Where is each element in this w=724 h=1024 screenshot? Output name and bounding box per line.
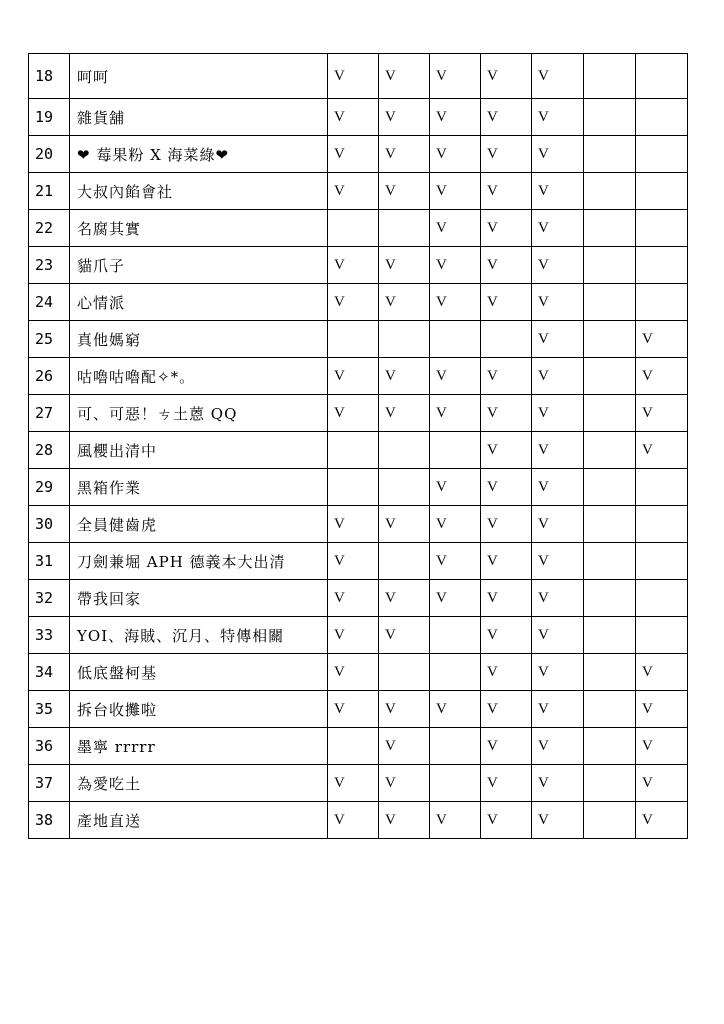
check-mark-cell [584,654,636,691]
booth-name: 低底盤柯基 [70,654,328,691]
check-mark-cell: V [430,136,481,173]
check-mark-cell: V [328,654,379,691]
check-mark-cell [430,765,481,802]
booth-checklist-table [28,53,688,839]
check-mark-cell: V [379,173,430,210]
check-mark-cell: V [379,506,430,543]
check-mark-cell: V [328,506,379,543]
table-row [29,728,688,765]
check-mark-cell: V [328,543,379,580]
check-mark-cell: V [379,284,430,321]
row-number: 34 [29,654,70,691]
check-mark-cell: V [430,580,481,617]
check-mark-cell [584,506,636,543]
check-mark-cell: V [636,395,688,432]
check-mark-cell [636,543,688,580]
row-number: 20 [29,136,70,173]
check-mark-cell [636,136,688,173]
check-mark-cell: V [430,802,481,839]
row-number: 22 [29,210,70,247]
check-mark-cell: V [636,321,688,358]
check-mark-cell [584,395,636,432]
check-mark-cell: V [430,469,481,506]
booth-name: 咕嚕咕嚕配✧*。 [70,358,328,395]
row-number: 29 [29,469,70,506]
check-mark-cell [584,358,636,395]
check-mark-cell: V [636,765,688,802]
check-mark-cell: V [481,395,532,432]
check-mark-cell: V [481,506,532,543]
check-mark-cell: V [532,99,584,136]
row-number: 18 [29,54,70,99]
table-row [29,136,688,173]
check-mark-cell [430,617,481,654]
check-mark-cell [379,210,430,247]
check-mark-cell: V [532,321,584,358]
check-mark-cell: V [328,395,379,432]
check-mark-cell [379,469,430,506]
check-mark-cell [636,469,688,506]
check-mark-cell [636,54,688,99]
check-mark-cell: V [328,247,379,284]
check-mark-cell [584,247,636,284]
check-mark-cell: V [481,691,532,728]
check-mark-cell: V [532,506,584,543]
table-row [29,395,688,432]
check-mark-cell: V [379,247,430,284]
check-mark-cell: V [481,802,532,839]
check-mark-cell: V [430,210,481,247]
row-number: 27 [29,395,70,432]
check-mark-cell: V [379,136,430,173]
check-mark-cell: V [532,432,584,469]
row-number: 23 [29,247,70,284]
check-mark-cell: V [532,765,584,802]
check-mark-cell: V [379,358,430,395]
check-mark-cell: V [328,54,379,99]
check-mark-cell: V [379,395,430,432]
check-mark-cell: V [532,802,584,839]
booth-name: 拆台收攤啦 [70,691,328,728]
check-mark-cell [584,136,636,173]
check-mark-cell: V [430,173,481,210]
booth-name: 大叔內餡會社 [70,173,328,210]
check-mark-cell: V [481,284,532,321]
booth-name: 雜貨舖 [70,99,328,136]
check-mark-cell: V [532,136,584,173]
table-body [29,54,688,839]
booth-name: ❤ 莓果粉 X 海菜綠❤ [70,136,328,173]
check-mark-cell [584,469,636,506]
row-number: 19 [29,99,70,136]
table-row [29,284,688,321]
check-mark-cell [584,210,636,247]
check-mark-cell [430,654,481,691]
check-mark-cell: V [532,654,584,691]
check-mark-cell: V [532,210,584,247]
table-row [29,506,688,543]
check-mark-cell [379,321,430,358]
check-mark-cell: V [481,765,532,802]
booth-name: 呵呵 [70,54,328,99]
table-row [29,765,688,802]
table-row [29,654,688,691]
table-row [29,54,688,99]
row-number: 33 [29,617,70,654]
check-mark-cell: V [328,765,379,802]
check-mark-cell: V [379,99,430,136]
check-mark-cell: V [430,395,481,432]
check-mark-cell [328,210,379,247]
row-number: 24 [29,284,70,321]
check-mark-cell: V [379,617,430,654]
check-mark-cell: V [430,358,481,395]
row-number: 26 [29,358,70,395]
check-mark-cell: V [430,284,481,321]
check-mark-cell: V [481,543,532,580]
row-number: 38 [29,802,70,839]
check-mark-cell: V [481,469,532,506]
check-mark-cell: V [481,136,532,173]
check-mark-cell: V [430,99,481,136]
booth-name: 心情派 [70,284,328,321]
booth-name: 帶我回家 [70,580,328,617]
row-number: 37 [29,765,70,802]
check-mark-cell [584,617,636,654]
check-mark-cell [636,284,688,321]
check-mark-cell [584,580,636,617]
check-mark-cell: V [379,728,430,765]
check-mark-cell: V [532,469,584,506]
table-row [29,358,688,395]
row-number: 28 [29,432,70,469]
table-row [29,99,688,136]
check-mark-cell [584,765,636,802]
check-mark-cell: V [532,728,584,765]
check-mark-cell: V [430,506,481,543]
check-mark-cell [379,654,430,691]
check-mark-cell: V [328,284,379,321]
table-row [29,543,688,580]
check-mark-cell: V [481,617,532,654]
booth-name: 貓爪子 [70,247,328,284]
check-mark-cell: V [328,136,379,173]
check-mark-cell: V [328,358,379,395]
check-mark-cell: V [481,654,532,691]
check-mark-cell: V [379,54,430,99]
check-mark-cell: V [481,173,532,210]
check-mark-cell: V [379,802,430,839]
table-row [29,691,688,728]
check-mark-cell [481,321,532,358]
row-number: 25 [29,321,70,358]
check-mark-cell [584,543,636,580]
booth-name: 可、可惡！ㄘ土蒽 QQ [70,395,328,432]
table-row [29,432,688,469]
check-mark-cell [430,432,481,469]
booth-name: 刀劍兼堀 APH 德義本大出清 [70,543,328,580]
row-number: 21 [29,173,70,210]
check-mark-cell: V [328,617,379,654]
booth-name: 真他媽窮 [70,321,328,358]
check-mark-cell: V [481,54,532,99]
check-mark-cell [328,321,379,358]
check-mark-cell: V [481,728,532,765]
table-row [29,173,688,210]
check-mark-cell [584,802,636,839]
check-mark-cell: V [532,691,584,728]
check-mark-cell: V [532,358,584,395]
check-mark-cell [636,173,688,210]
check-mark-cell: V [636,358,688,395]
check-mark-cell [636,506,688,543]
check-mark-cell: V [328,580,379,617]
check-mark-cell: V [481,580,532,617]
row-number: 32 [29,580,70,617]
check-mark-cell [379,432,430,469]
check-mark-cell [636,99,688,136]
check-mark-cell [584,284,636,321]
check-mark-cell: V [532,580,584,617]
check-mark-cell: V [481,247,532,284]
check-mark-cell: V [636,802,688,839]
check-mark-cell: V [532,54,584,99]
check-mark-cell: V [379,691,430,728]
check-mark-cell: V [636,691,688,728]
check-mark-cell [584,99,636,136]
check-mark-cell: V [481,99,532,136]
booth-name: YOI、海賊、沉月、特傳相關 [70,617,328,654]
check-mark-cell: V [532,617,584,654]
row-number: 30 [29,506,70,543]
check-mark-cell [430,321,481,358]
check-mark-cell: V [481,358,532,395]
check-mark-cell [636,617,688,654]
check-mark-cell [584,728,636,765]
check-mark-cell: V [532,173,584,210]
row-number: 35 [29,691,70,728]
row-number: 31 [29,543,70,580]
check-mark-cell: V [481,210,532,247]
check-mark-cell: V [481,432,532,469]
check-mark-cell: V [636,432,688,469]
table-row [29,802,688,839]
check-mark-cell: V [532,395,584,432]
booth-name: 產地直送 [70,802,328,839]
row-number: 36 [29,728,70,765]
check-mark-cell [636,247,688,284]
check-mark-cell: V [430,54,481,99]
booth-name: 全員健齒虎 [70,506,328,543]
check-mark-cell: V [532,284,584,321]
check-mark-cell: V [328,802,379,839]
table-row [29,617,688,654]
table-row [29,247,688,284]
check-mark-cell [584,321,636,358]
table-row [29,469,688,506]
check-mark-cell [584,173,636,210]
check-mark-cell: V [636,728,688,765]
booth-name: 墨寧 rrrrr [70,728,328,765]
check-mark-cell: V [430,247,481,284]
check-mark-cell [636,210,688,247]
check-mark-cell: V [430,691,481,728]
table-row [29,580,688,617]
check-mark-cell [328,728,379,765]
check-mark-cell: V [532,247,584,284]
booth-name: 風櫻出清中 [70,432,328,469]
check-mark-cell [636,580,688,617]
check-mark-cell: V [328,99,379,136]
check-mark-cell: V [379,765,430,802]
booth-name: 黑箱作業 [70,469,328,506]
check-mark-cell: V [379,580,430,617]
check-mark-cell: V [328,691,379,728]
check-mark-cell [328,469,379,506]
table-row [29,321,688,358]
check-mark-cell [584,691,636,728]
table-row [29,210,688,247]
check-mark-cell: V [532,543,584,580]
check-mark-cell [379,543,430,580]
check-mark-cell [584,432,636,469]
check-mark-cell: V [430,543,481,580]
check-mark-cell: V [328,173,379,210]
booth-name: 名腐其實 [70,210,328,247]
check-mark-cell [328,432,379,469]
check-mark-cell [584,54,636,99]
check-mark-cell [430,728,481,765]
booth-name: 為愛吃土 [70,765,328,802]
check-mark-cell: V [636,654,688,691]
